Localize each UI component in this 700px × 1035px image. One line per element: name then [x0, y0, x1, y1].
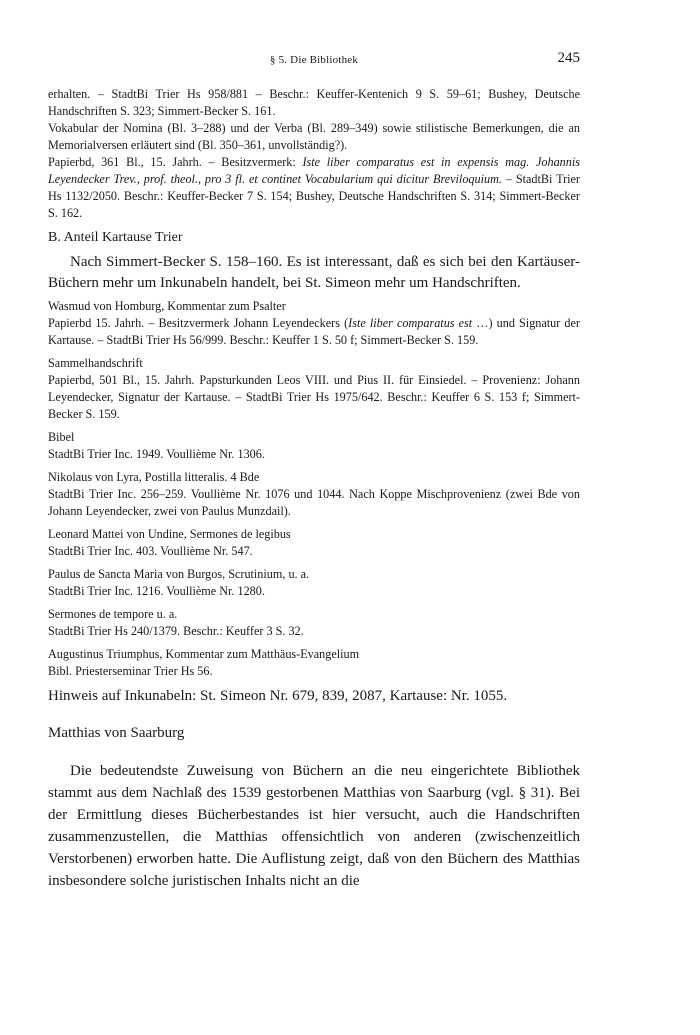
entry-text: StadtBi Trier Inc. 403. Voullième Nr. 547.	[48, 544, 253, 558]
entry-description	[48, 373, 580, 421]
list-item	[48, 469, 580, 520]
list-item	[48, 566, 580, 600]
section-b-paragraph: Nach Simmert-Becker S. 158–160. Es ist interessant, daß es sich bei den Kartäuser-Büchern mehr um Inkunabeln handelt, bei St. Simeon mehr um Handschriften.	[48, 254, 580, 291]
entry-description	[48, 316, 580, 347]
entry-title: Augustinus Triumphus, Kommentar zum Matthäus-Evangelium	[48, 647, 360, 661]
list-item	[48, 606, 580, 640]
entry-text: Bibl. Priesterseminar Trier Hs 56.	[48, 664, 213, 678]
entry-text: Papierbd 15. Jahrh. – Besitzvermerk Johann Leyendeckers (	[48, 316, 349, 330]
incunabula-hint: Hinweis auf Inkunabeln: St. Simeon Nr. 679, 839, 2087, Kartause: Nr. 1055.	[48, 688, 508, 704]
matthias-paragraph: Die bedeutendste Zuweisung von Büchern an die neu eingerichtete Bibliothek stammt aus dem Nachlaß des 1539 gestorbenen Matthias von Saarburg (vgl. § 31). Bei der Ermittlung dieses Bücherbestandes ist hier versucht, auch die Handschriften zusammenzustellen, die Matthias offensichtlich von anderen (zwischenzeitlich Verstorbenen) erworben hatte. Die Auflistung zeigt, daß von den Büchern des Matthias insbesondere solche juristischen Inhalts nicht an die	[48, 763, 580, 889]
page-header	[48, 50, 580, 70]
entry-description	[48, 447, 265, 461]
intro-paragraph: erhalten. – StadtBi Trier Hs 958/881 – Beschr.: Keuffer-Kentenich 9 S. 59–61; Bushey, Deutsche Handschriften S. 323; Simmert-Becker S. 161.	[48, 87, 580, 118]
vocabular-text-b: – StadtBi Trier Hs 1132/2050. Beschr.: Keuffer-Becker 7 S. 154; Bushey, Deutsche Handschriften S. 314; Simmert-Becker S. 162.	[48, 172, 580, 220]
entry-text: StadtBi Trier Hs 240/1379. Beschr.: Keuffer 3 S. 32.	[48, 624, 304, 638]
entry-title: Sammelhandschrift	[48, 356, 143, 370]
entry-text: StadtBi Trier Inc. 1949. Voullième Nr. 1306.	[48, 447, 265, 461]
entry-text: StadtBi Trier Inc. 256–259. Voullième Nr. 1076 und 1044. Nach Koppe Mischprovenienz (zwei Bde von Johann Leyendecker, zwei von Paulus Munzdail).	[48, 487, 580, 518]
list-item	[48, 646, 580, 680]
entry-text-continued: …) und Signatur der Kartause. – StadtBi Trier Hs 56/999. Beschr.: Keuffer 1 S. 50 f; Simmert-Becker S. 159.	[48, 316, 580, 347]
entry-list	[48, 298, 580, 680]
entry-title: Sermones de tempore u. a.	[48, 607, 178, 621]
section-b-heading: B. Anteil Kartause Trier	[48, 230, 183, 245]
entry-title: Paulus de Sancta Maria von Burgos, Scrutinium, u. a.	[48, 567, 310, 581]
entry-italic-text: Iste liber comparatus est	[348, 316, 473, 330]
vocabular-paragraph: Vokabular der Nomina (Bl. 3–288) und der Verba (Bl. 289–349) sowie stilistische Bemerkungen, die an Memorialversen erläutert sind (Bl. 350–361, unvollständig?).	[48, 121, 580, 152]
matthias-heading: Matthias von Saarburg	[48, 725, 185, 741]
entry-text: StadtBi Trier Inc. 1216. Voullième Nr. 1280.	[48, 584, 265, 598]
list-item	[48, 355, 580, 423]
list-item	[48, 298, 580, 349]
page-number: 245	[557, 50, 580, 66]
entry-description	[48, 624, 304, 638]
vocabular-text-a: Papierbd, 361 Bl., 15. Jahrh. – Besitzvermerk:	[48, 155, 303, 169]
running-head: § 5. Die Bibliothek	[269, 54, 359, 66]
entry-description	[48, 487, 580, 518]
intro-block	[48, 86, 580, 222]
entry-title: Bibel	[48, 430, 75, 444]
entry-description	[48, 664, 213, 678]
document-page	[48, 50, 580, 892]
entry-description	[48, 544, 253, 558]
vocabular-provenance-italic: Iste liber comparatus est in expensis mag. Johannis Leyendecker Trev., prof. theol., pro 3 fl. et continet Vocabularium qui dicitur Breviloquium.	[48, 155, 580, 186]
entry-title: Leonard Mattei von Undine, Sermones de legibus	[48, 527, 291, 541]
entry-text: Papierbd, 501 Bl., 15. Jahrh. Papsturkunden Leos VIII. und Pius II. für Einsiedel. – Provenienz: Johann Leyendecker, Signatur der Kartause. – StadtBi Trier Hs 1975/642. Beschr.: Keuffer 6 S. 153 f; Simmert-Becker S. 159.	[48, 373, 580, 421]
entry-title: Wasmud von Homburg, Kommentar zum Psalter	[48, 299, 286, 313]
list-item	[48, 429, 580, 463]
entry-title: Nikolaus von Lyra, Postilla litteralis. 4 Bde	[48, 470, 260, 484]
list-item	[48, 526, 580, 560]
entry-description	[48, 584, 265, 598]
vocabular-description	[48, 154, 580, 222]
